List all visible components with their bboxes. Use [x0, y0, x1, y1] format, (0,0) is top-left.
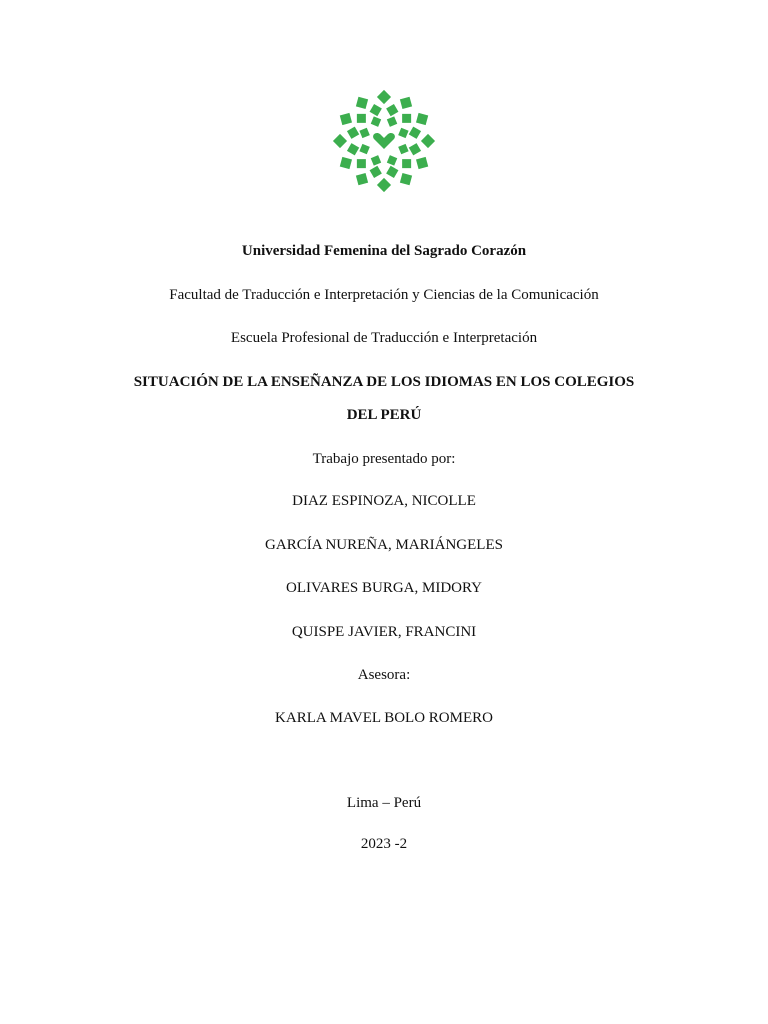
emblem-petal-icon: [400, 97, 412, 109]
author-name: QUISPE JAVIER, FRANCINI: [291, 624, 477, 640]
document-title-line-2: DEL PERÚ: [346, 407, 422, 423]
date: 2023 -2: [360, 836, 408, 852]
emblem-petal-icon: [409, 143, 421, 155]
emblem-petal-icon: [409, 127, 421, 139]
emblem-petal-icon: [377, 90, 391, 104]
emblem-petal-icon: [386, 166, 398, 178]
emblem-petal-icon: [357, 114, 366, 123]
emblem-petal-icon: [402, 114, 411, 123]
emblem-petal-icon: [371, 155, 381, 165]
emblem-petal-icon: [398, 128, 408, 138]
emblem-petal-icon: [357, 159, 366, 168]
emblem-petal-icon: [340, 157, 352, 169]
emblem-petal-icon: [387, 155, 397, 165]
emblem-petal-icon: [400, 173, 412, 185]
emblem-petal-icon: [359, 144, 369, 154]
document-title-line-1: SITUACIÓN DE LA ENSEÑANZA DE LOS IDIOMAS EN LOS COLEGIOS: [133, 374, 635, 390]
emblem-petal-icon: [333, 134, 347, 148]
author-name: DIAZ ESPINOZA, NICOLLE: [292, 493, 476, 509]
advisor-label: Asesora:: [357, 667, 411, 683]
emblem-petal-icon: [370, 166, 382, 178]
university-emblem-icon: [326, 86, 442, 196]
author-name: GARCÍA NUREÑA, MARIÁNGELES: [265, 537, 503, 553]
emblem-petal-icon: [356, 97, 368, 109]
emblem-petal-icon: [398, 144, 408, 154]
faculty-name: Facultad de Traducción e Interpretación y Ciencias de la Comunicación: [169, 287, 599, 303]
emblem-petal-icon: [377, 178, 391, 192]
school-name: Escuela Profesional de Traducción e Interpretación: [230, 330, 538, 346]
heart-center-icon: [373, 133, 395, 149]
university-name: Universidad Femenina del Sagrado Corazón: [241, 243, 527, 259]
place: Lima – Perú: [346, 795, 422, 811]
emblem-petal-icon: [416, 113, 428, 125]
emblem-petal-icon: [416, 157, 428, 169]
emblem-petal-icon: [340, 113, 352, 125]
author-name: OLIVARES BURGA, MIDORY: [286, 580, 482, 596]
emblem-petal-icon: [347, 127, 359, 139]
presented-by-label: Trabajo presentado por:: [312, 451, 456, 467]
emblem-petal-icon: [421, 134, 435, 148]
emblem-petal-icon: [387, 116, 397, 126]
emblem-petal-icon: [371, 116, 381, 126]
advisor-name: KARLA MAVEL BOLO ROMERO: [275, 710, 493, 726]
emblem-petal-icon: [402, 159, 411, 168]
emblem-petal-icon: [356, 173, 368, 185]
emblem-petal-icon: [359, 128, 369, 138]
emblem-petal-icon: [347, 143, 359, 155]
emblem-petal-icon: [370, 104, 382, 116]
emblem-petal-icon: [386, 104, 398, 116]
